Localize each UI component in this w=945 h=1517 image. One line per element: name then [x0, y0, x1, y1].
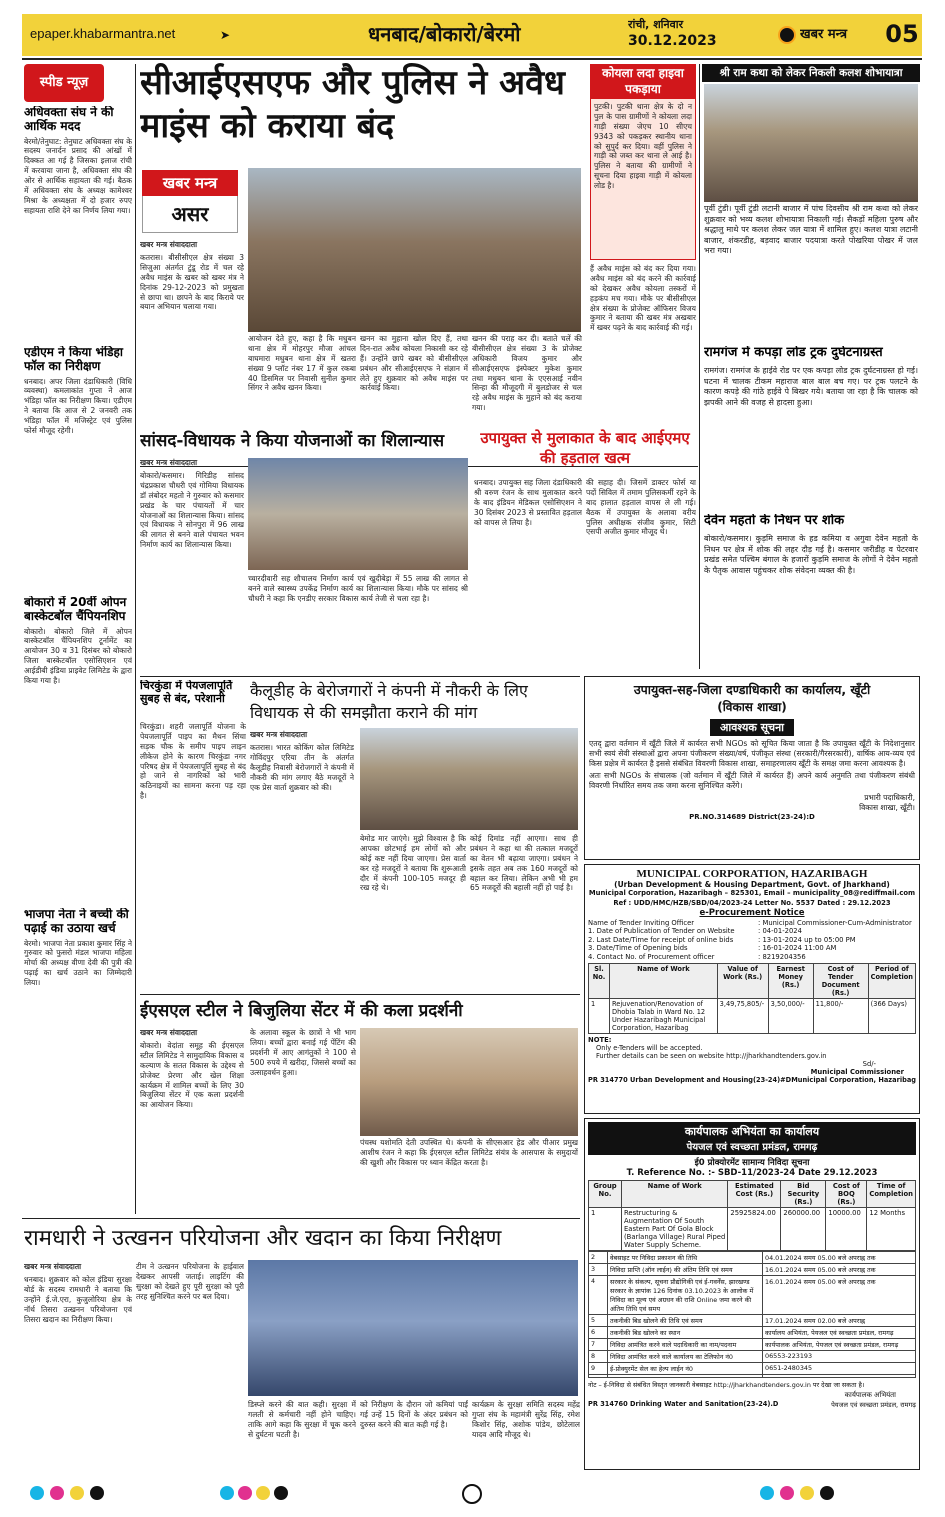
lead-text-2: आयोजन देते हुए, कहा है कि मधुबन थाना क्षेत्र में मोहरपुर मौजा आंचल बाघमारा मधुबन थाना क्षेत्र में खतरा संख्या 9 प्लॉट नंबर 17 में कुल रकबा 40 डिसमिल पर निवासी सुनील कुमार सिंगर ने अवैध खनन किया। [248, 334, 356, 393]
table-cell: 6 [589, 1327, 608, 1339]
ramgarh-sign-title: कार्यपालक अभियंता [844, 1391, 896, 1399]
header-date: 30.12.2023 [628, 33, 717, 49]
side-story-body-2: हैं अवैध माइंस को बंद कर दिया गया। अवैध माइंस को बंद करने की कार्रवाई को देखकर अवैध कोयला तस्करों में हड़कंप मच गया। मौके पर बीसीसीएल क्षेत्र संख्या के प्रोजेक्ट ऑफिसर विजय कुमार ने बताया की खबर मंत्र अखबार में खबर पढ़ने के बाद कार्रवाई की गई। [590, 264, 696, 333]
notice-khunti-signer: प्रभारी पदाधिकारी, [864, 793, 915, 803]
table-cell: (366 Days) [868, 999, 915, 1034]
hmc-note-1: Only e-Tenders will be accepted. [596, 1044, 703, 1053]
lead-tag-word: असर [142, 196, 238, 233]
speed-item-3 [24, 596, 132, 906]
table-header: Sl. No. [589, 964, 610, 999]
hmc-sign: Sd/- [862, 1060, 876, 1069]
table-cell: Rejuvenation/Renovation of Dhobia Talab in Ward No. 12 Under Hazaribagh Municipal Corporation, Hazaribag [610, 999, 718, 1034]
mining-text-4: को निरीक्षण के दौरान जो कमियां पाईं गई उन्हें 15 दिनों के अंदर प्रबंधन को दुरुस्त करने की बात कही गई है। [360, 1400, 468, 1429]
table-cell [608, 1375, 763, 1378]
speed-item-4-title: भाजपा नेता ने बच्ची की पढ़ाई का उठाया खर्च [24, 908, 129, 935]
table-cell: 04.01.2024 समय 05.00 बजे अपराह्न तक [763, 1252, 916, 1264]
ima-text-2: की सहाह दी। जिसमें डाक्टर फोर्स या पदों सिविल में तमाम पुलिसकर्मी रहने के बाद हालात हड़ताल वापस ले ली गई। बैठक में उपायुक्त के अलावा वरीय पुलिस अधीक्षक संजीव कुमार, सिटी एसपी अजीत कुमार मौजूद थे। [586, 478, 696, 537]
ramgarh-note: नोट – ई-निविदा से संबंधित विस्तृत जानकारी वेबसाइट http://jharkhandtenders.gov.in पर देखा जा सकता है। [588, 1381, 865, 1389]
table-cell [763, 1375, 916, 1378]
table-cell: 8 [589, 1351, 608, 1363]
hmc-info-key: 3. Date/Time of Opening bids [588, 944, 688, 953]
reg-dot-icon [256, 1486, 270, 1500]
table-cell: 0651-2480345 [763, 1363, 916, 1375]
table-cell: 2 [589, 1252, 608, 1264]
page-number: 05 [885, 20, 919, 48]
mining-text-2: टीम ने उत्खनन परियोजना के हाईवाल देखकर आपसी जताई। लाइटिंग की सुरक्षा को देखते हुए पूरी सुरक्षा को पूरी तरह सुनिश्चित करने पर बल दिया। [136, 1262, 244, 1301]
notice-khunti-ref: PR.NO.314689 District(23-24):D [689, 813, 815, 822]
ramgarh-subtitle: ई0 प्रोक्योरमेंट सामान्य निविदा सूचना [694, 1158, 810, 1168]
lead-text-3: खनन का मुहाना खोल दिए हैं, तथा दिन-रात अवैध कोयला निकासी कर रहे हैं। उन्होंने छापे खबर को बीसीसीएल प्रबंधन और सीआईएसएफ ने संज्ञान में लेते हुए शुक्रवार को अवैध माइंस पर कार्रवाई किया। [360, 334, 468, 393]
notice-hazaribagh [584, 864, 920, 1114]
table-row [589, 1252, 916, 1264]
table-cell: 16.01.2024 समय 05.00 बजे अपराह्न तक [763, 1264, 916, 1276]
table-cell: 3,49,75,805/- [717, 999, 768, 1034]
table-cell: 1 [589, 999, 610, 1034]
notice-khunti-body: एतद् द्वारा वर्तमान में खूँटी जिले में कार्यरत सभी NGOs को सूचित किया जाता है कि उपायुक्त खूँटी के निदेशानुसार सभी स्वयं सेवी संस्थाओं द्वारा अपना पंजीकरण संख्या/वर्ष, पंजीकृत संस्था (सरकारी/गैरसरकारी), वार्षिक आय-व्यय एवं किस प्रक्षेत्र में कार्यरत है इससे संबंधित विवरणी विकास शाखा, समाहरणालय खूँटी के समक्ष जमा करना आवश्यक है। [589, 739, 915, 769]
ramgarh-tender-table [588, 1180, 916, 1251]
table-cell: 12 Months [867, 1208, 916, 1251]
hmc-info-row [588, 953, 916, 961]
table-row [589, 1208, 916, 1251]
notice-khunti-body-2: अतः सभी NGOs के संचालक (जो वर्तमान में खूँटी जिले में कार्यरत हैं) अपने कार्य अनुमति तथा पंजीकरण संबंधी विवरणी निर्धारित समय तक जमा करना सुनिश्चित करेंगे। [589, 771, 915, 791]
reg-dot-icon [274, 1486, 288, 1500]
brand-logo-icon [778, 26, 796, 44]
chess-byline: खबर मन्त्र संवाददाता [140, 1028, 198, 1037]
table-cell: 25925824.00 [728, 1208, 781, 1251]
accident-headline: रामगंज में कपड़ा लोड ट्रक दुर्घटनाग्रस्त [704, 346, 883, 360]
ima-headline: उपायुक्त से मुलाकात के बाद आईएमए की हड़ताल खत्म [480, 429, 690, 468]
table-cell: 260000.00 [781, 1208, 826, 1251]
table-header: Value of Work (Rs.) [717, 964, 768, 999]
table-row [589, 1264, 916, 1276]
hmc-info-key: Name of Tender Inviting Officer [588, 919, 695, 927]
jobs-byline: खबर मन्त्र संवाददाता [250, 730, 308, 739]
hmc-note-2[interactable]: Further details can be seen on website http://jharkhandtenders.gov.in [596, 1052, 827, 1061]
mining-text-5: कार्यक्रम के सुरक्षा समिति सदस्य महेंद्र गुप्ता संघ के महामंत्री सुरेंद्र सिंह, रमेश किशोर सिंह, अशोक पांडेय, छोटेलाल यादव आदि मौजूद थे। [472, 1400, 580, 1439]
registration-marks-mid [220, 1486, 400, 1502]
hmc-info-key: 2. Last Date/Time for receipt of online bids [588, 935, 734, 944]
table-cell: 11,800/- [813, 999, 868, 1034]
mining-photo [248, 1260, 578, 1396]
obituary-headline: देवेन महतो के निधन पर शोक [704, 514, 845, 528]
reg-dot-icon [90, 1486, 104, 1500]
hmc-sub1: (Urban Development & Housing Department, Govt. of Jharkhand) [614, 880, 890, 889]
table-header: Name of Work [622, 1181, 728, 1208]
notice-ramgarh [584, 1118, 920, 1470]
table-header: Earnest Money (Rs.) [768, 964, 813, 999]
jobs-text-col-1 [250, 730, 354, 990]
accident-body: रामगंज। रामगंज के हाईवे रोड पर एक कपड़ा लोड ट्रक दुर्घटनाग्रस्त हो गई। घटना में चालक टीकम महाराज बाल बाल बच गए। पर ट्रक पलटने के कारण कपड़े की गांठे हाईवे पे बिखर गये। बताया जा रहा है कि चालक को झपकी आने की वजह से हादसा हुआ। [704, 366, 918, 407]
section-title: धनबाद/बोकारो/बेरमो [368, 22, 521, 46]
hmc-info-value: : 13-01-2024 up to 05:00 PM [758, 935, 856, 944]
hmc-info-key: 4. Contact No. of Procurement officer [588, 952, 715, 961]
chess-text-col-1 [140, 1028, 244, 1214]
jobs-text-2: बेमोड मार जाएंगे। मुझे विश्वास है कि आपका छोटभाई हम लोगों को और कोई कष्ट नहीं दिया जाएगा। प्रेस वार्ता कर रहे मजदूरों ने बताया कि शुरूआती दौर में कंपनी 100-105 मजदूर ही रख रहे थे। [360, 834, 466, 893]
bottom-divider [22, 1218, 580, 1219]
hmc-tender-table [588, 963, 916, 1034]
header-divider [22, 58, 922, 60]
reg-dot-icon [220, 1486, 234, 1500]
table-cell: 7 [589, 1339, 608, 1351]
ima-text-1: धनबाद। उपायुक्त सह जिला दंडाधिकारी श्री वरुण रंजन के साथ मुलाकात करने के बाद इंडियन मेडिकल एसोसिएशन ने 30 दिसंबर 2023 से प्रस्तावित हड़ताल को वापस ले लिया है। [474, 478, 582, 527]
table-cell: 16.01.2024 समय 05.00 बजे अपराह्न तक [763, 1276, 916, 1315]
mining-text-1: धनबाद। शुक्रवार को कोल इंडिया सुरक्षा बोर्ड के सदस्य रामधारी ने बताया कि उन्होंने ई.जे.एरा, कुजुलोरिया क्षेत्र के नॉर्थ तिसरा उत्खनन परियोजना एवं तिसरा खदान का निरीक्षण किया। [24, 1275, 132, 1324]
speed-item-4 [24, 908, 132, 1214]
ramgarh-heading: कार्यपालक अभियंता का कार्यालय [684, 1125, 820, 1138]
mining-text-col-1 [24, 1262, 132, 1474]
table-cell: 9 [589, 1363, 608, 1375]
table-header: Name of Work [610, 964, 718, 999]
hmc-info-key: 1. Date of Publication of Tender on Website [588, 927, 735, 936]
ramgarh-pr: PR 314760 Drinking Water and Sanitation(23-24).D [588, 1400, 779, 1408]
registration-marks-left [30, 1486, 160, 1502]
hmc-info-value: : 16-01-2024 11:00 AM [758, 944, 837, 953]
speed-news-badge [24, 64, 104, 102]
notice-khunti-signer-dept: विकास शाखा, खूँटी। [859, 803, 915, 813]
header-website[interactable]: epaper.khabarmantra.net [30, 26, 176, 41]
reg-dot-icon [760, 1486, 774, 1500]
table-header: Time of Completion [867, 1181, 916, 1208]
hmc-title: MUNICIPAL CORPORATION, HAZARIBAGH [636, 868, 868, 880]
hmc-info-value: : Municipal Commissioner-Cum-Administrator [758, 919, 912, 927]
table-cell: ई-प्रोक्युरमेंट सेल का हेल्प लाईन नं0 [608, 1363, 763, 1375]
hmc-sign-title: Municipal Commissioner [810, 1068, 904, 1077]
table-header: Estimated Cost (Rs.) [728, 1181, 781, 1208]
table-cell: वेबसाइट पर निविदा प्रकाशन की तिथि [608, 1252, 763, 1264]
table-header: Cost of Tender Document (Rs.) [813, 964, 868, 999]
cursor-icon: ➤ [220, 28, 231, 42]
chess-photo [360, 1028, 578, 1136]
table-cell: 5 [589, 1315, 608, 1327]
side-story-box [590, 98, 696, 260]
table-row [589, 1339, 916, 1351]
kalash-body: पूर्वी टुंडी। पूर्वी टुंडी लटानी बाजार में पांच दिवसीय श्री राम कथा को लेकर शुक्रवार को भव्य कलश शोभायात्रा निकाली गई। सैकड़ों महिला पुरुष और श्रद्धालु माथे पर कलश लेकर जल यात्रा में शामिल हुए। कलश यात्रा लटानी बाजार, शंकरडीह, बड़वाद बाजार पदयात्रा करते पोखरिया पोखर में जल भरा गया। [704, 204, 918, 256]
speed-item-4-body: बेरमो। भाजपा नेता प्रकाश कुमार सिंह ने गुरुवार को फुसरो मंडल भाजपा महिला मोर्चा की अध्यक्ष वीणा देवी की पुत्री की पढ़ाई का खर्च उठाने का जिम्मेदारी लिया। [24, 938, 132, 988]
hmc-info-row [588, 944, 916, 952]
hmc-sign-org: Municipal Corporation, Hazaribag [791, 1076, 916, 1085]
chess-text-1: बोकारो। वेदांता समूह की ईएसएल स्टील लिमिटेड ने सामुदायिक विकास व कल्याण के सतत विकास के उद्देश्य से प्रोजेक्ट प्रेरणा और खेल शिक्षा कार्यक्रम में शामिल बच्चों के लिए 30 बिजुलिया सेंटर में एक कला प्रदर्शनी का आयोजन किया। [140, 1041, 244, 1110]
water-headline: चिरकुंडा में पेयजलापूर्ति सुबह से बंद, परेशानी [140, 680, 233, 705]
reg-dot-icon [780, 1486, 794, 1500]
jobs-text-3: कोई दिमांड नहीं आएगा। साथ ही प्रबंधन ने कहा था की तत्काल मजदूरों का वेतन भी बढ़ाया जाएगा। प्रबंधन ने इसके तहत अब तक 160 मजदूरों को बहाल कर लिया। लेकिन अभी भी हम 65 मजदूरों की बहाली नहीं हो पाई है। [470, 834, 578, 893]
reg-dot-icon [70, 1486, 84, 1500]
speed-item-3-body: बोकारो। बोकारो जिले में ओपन बास्केटबॉल चैंपियनशिप टूर्नामेंट का आयोजन 30 व 31 दिसंबर को बोकारो जिला बास्केटबॉल एसोसिएशन एवं आईडीबी इंडिया प्राइवेट लिमिटेड के द्वारा किया गया है। [24, 626, 132, 686]
table-cell: 06553-223193 [763, 1351, 916, 1363]
lead-tag [142, 170, 238, 234]
table-cell: 17.01.2024 समय 02.00 बजे अपराह्न [763, 1315, 916, 1327]
table-row [589, 1276, 916, 1315]
speed-item-1-title: अधिवक्ता संघ ने की आर्थिक मदद [24, 106, 114, 133]
mp-text-1: बोकारो/कसमार। गिरिडीह सांसद चंद्रप्रकाश चौधरी एवं गोमिया विधायक डॉ लंबोदर महतो ने गुरुवार को कसमार प्रखंड के चार पंचायतों में चार योजनाओं का शिलान्यास किया। सांसद एवं विधायक ने सोनपुरा में 96 लाख की लागत से बनने वाले पंचायत भवन निर्माण कार्य का शिलान्यास किया। [140, 471, 244, 550]
table-row [589, 1315, 916, 1327]
lead-text-4: खनन की पराह कर दी। बताते चलें की बीसीसीएल क्षेत्र संख्या 3 के प्रोजेक्ट अधिकारी विजय कुमार और सीआईएसएफ इंस्पेक्टर मुकेश कुमार तथा मधुबन थाना के एएसआई नवीन सिन्हा की मौजूदगी में बुलडोजर से चल रहे अवैध माइंस के मुहाने को बंद कराया गया। [472, 334, 582, 413]
speed-item-3-title: बोकारो में 20वीं ओपन बास्केटबॉल चैंपियनशिप [24, 596, 127, 623]
lead-photo-bulldozer [248, 168, 581, 332]
mining-text-3: डिस्प्ले करने की बात कही। सुरक्षा में गलती से कर्मचारी नहीं होने चाहिए। ताकि आगे कहा कि सुरक्षा में चूक करने से दुर्घटना घटती है। [248, 1400, 356, 1439]
chess-headline: ईएसएल स्टील ने बिजुलिया सेंटर में की कला प्रदर्शनी [140, 1001, 463, 1021]
left-column-divider [135, 64, 136, 1214]
mining-headline: रामधारी ने उत्खनन परियोजना और खदान का किया निरीक्षण [24, 1226, 502, 1251]
mid-right-divider [699, 64, 700, 669]
reg-dot-icon [30, 1486, 44, 1500]
table-row [589, 1327, 916, 1339]
table-cell: कार्यालय अभियंता, पेयजल एवं स्वच्छता प्रमंडल, रामगढ़ [763, 1327, 916, 1339]
table-header: Bid Security (Rs.) [781, 1181, 826, 1208]
ramgarh-sign-org: पेयजल एवं स्वच्छता प्रमंडल, रामगढ़ [831, 1401, 916, 1409]
hmc-eproc: e-Procurement Notice [699, 908, 805, 918]
hmc-note-label: NOTE: [588, 1036, 612, 1045]
mining-byline: खबर मन्त्र संवाददाता [24, 1262, 82, 1271]
jobs-headline: कैलूडीह के बेरोजगारों ने कंपनी में नौकरी के लिए विधायक से की समझौता कराने की मांग [250, 681, 528, 722]
table-cell: निविदा आमंत्रित करने वाले कार्यालय का टेलिफोन नं0 [608, 1351, 763, 1363]
table-cell: 4 [589, 1276, 608, 1315]
mp-text-col-1 [140, 458, 244, 674]
mid-divider-2 [140, 994, 580, 995]
table-row [589, 999, 916, 1034]
brand-name: खबर मन्त्र [800, 27, 848, 42]
ramgarh-ref: T. Reference No. :- SBD-11/2023-24 Date 29.12.2023 [626, 1168, 878, 1178]
mp-photo [248, 458, 468, 570]
ramgarh-schedule-table [588, 1251, 916, 1378]
table-row [589, 1375, 916, 1378]
speed-item-2 [24, 346, 132, 592]
side-story-headline: कोयला लदा हाइवा पकड़ाया [590, 64, 696, 98]
hmc-info-value: : 8219204356 [758, 952, 806, 961]
table-cell: निविदा प्राप्ति (ऑन लाईन) की अंतिम तिथि एवं समय [608, 1264, 763, 1276]
lead-tag-brand: खबर मन्त्र [142, 170, 238, 196]
table-header-row [589, 964, 916, 999]
hmc-info-rows [588, 919, 916, 961]
kalash-headline: श्री राम कथा को लेकर निकली कलश शोभायात्रा [702, 64, 920, 82]
water-body: चिरकुंडा। शहरी जलापूर्ति योजना के पेयजलापूर्ति पाइप का मैथन सिंचा सड़क चौक के समीप पाइप लाइन लीकेज होने के कारण चिरकुंडा नगर परिषद क्षेत्र में पेयजलापूर्ति सुबह से बंद हो जाने से नागरिकों को भारी कठिनाइयों का सामना करना पड़ रहा है। [140, 722, 246, 801]
table-cell: सरकार के संकल्प, सूचना प्रौद्योगिकी एवं ई-गवर्नेंस, झारखण्ड सरकार के ज्ञापांक 126 दिनांक 03.10.2023 के आलोक में निविदा का मूल्य एवं अग्रधन की राशि Online जमा करने की अंतिम तिथि एवं समय [608, 1276, 763, 1315]
mp-byline: खबर मन्त्र संवाददाता [140, 458, 198, 467]
chess-text-3: पंचस्थ यशोमति देती उपस्थित थे। कंपनी के सीएसआर हेड और पीआर प्रमुख आशीष रंजन ने कहा कि ईएसएल स्टील लिमिटेड संयंत्र के आसपास के समुदायों की खुशी और विकास पर ध्यान केंद्रित करता है। [360, 1138, 578, 1167]
lead-headline: सीआईएसएफ और पुलिस ने अवैध माइंस को कराया बंद [140, 63, 565, 146]
speed-item-2-title: एडीएम ने किया भंडिहा फॉल का निरीक्षण [24, 346, 124, 373]
reg-dot-icon [50, 1486, 64, 1500]
hmc-info-row [588, 919, 916, 927]
table-cell: Restructuring & Augmentation Of South Eastern Part Of Gola Block (Barlanga Village) Rural Piped Water Supply Scheme. [622, 1208, 728, 1251]
table-row [589, 1363, 916, 1375]
mid-divider-1 [140, 676, 580, 677]
hmc-info-row [588, 936, 916, 944]
table-cell: तकनीकी बिड खोलने की तिथि एवं समय [608, 1315, 763, 1327]
table-cell: 3 [589, 1264, 608, 1276]
lead-byline: खबर मन्त्र संवाददाता [140, 240, 198, 249]
reg-dot-icon [238, 1486, 252, 1500]
table-header-row [589, 1181, 916, 1208]
reg-dot-icon [820, 1486, 834, 1500]
table-cell: 10000.00 [826, 1208, 867, 1251]
speed-news-badge-label: स्पीड न्यूज़ [39, 75, 89, 90]
table-header: Cost of BOQ (Rs.) [826, 1181, 867, 1208]
table-cell: तकनीकी बिड खोलने का स्थान [608, 1327, 763, 1339]
kalash-photo [704, 84, 918, 202]
ramgarh-header-band [588, 1122, 916, 1155]
table-cell: निविदा आमंत्रित करने वाले पदाधिकारी का नाम/पदनाम [608, 1339, 763, 1351]
table-cell: कार्यपालक अभियंता, पेयजल एवं स्वच्छता प्रमंडल, रामगढ़ [763, 1339, 916, 1351]
hmc-pr: PR 314770 Urban Development and Housing(23-24)#D [588, 1076, 792, 1085]
notice-khunti [584, 676, 920, 860]
obituary-body: बोकारो/कसमार। कुड़मि समाज के हड कमिया व अगुवा देवेन महतो के निधन पर क्षेत्र में शोक की लहर दौड़ गई है। कसमार जरीडीह व पेटरवार प्रखंड समेत पश्चिम बंगाल के हजारों कुड़मि समाज के लोगों ने देवेन महतो के पैतृक आवास पहुंचकर शोक संवेदना व्यक्त की है। [704, 534, 918, 575]
hmc-sub2: Municipal Corporation, Hazaribagh – 825301, Email – municipality_08@rediffmail.com [588, 889, 916, 897]
notice-khunti-heading: उपायुक्त-सह-जिला दण्डाधिकारी का कार्यालय, खूँटी [633, 682, 871, 697]
side-story-body: पुटकी। पुटकी थाना क्षेत्र के दो न पुल के पास ग्रामीणों ने कोयला लदा गाड़ी संख्या जेएच 10 सीएच 9343 को पकड़कर स्थानीय थाना को सुपुर्द कर दिया। वहीं पुलिस ने गाड़ी को जब्त कर थाना ले आई है। पुलिस ने बताया की ग्रामीणों ने सूचना दिया हाइवा गाड़ी में कोयला लोड है। [594, 102, 692, 191]
notice-khunti-label: आवश्यक सूचना [710, 719, 794, 736]
speed-item-1-body: बेरमो/तेनुघाट: तेनुघाट अधिवक्ता संघ के सदस्य जनार्दन प्रसाद की आंखों में दिक्कत आ गई है जिसका इलाज रांची में करवाया जाना है, अधिवक्ता संघ की ओर से आर्थिक सहायता की गई। बैठक में अधिवक्ता संघ के अध्यक्ष कामेश्वर मिश्रा के अध्यक्षता में दो हजार रुपए सहायता राशि देने का निर्णय लिया गया। [24, 136, 132, 215]
jobs-text-1: कतरास। भारत कोकिंग कोल लिमिटेड गोविंदपुर एरिया तीन के अंतर्गत कैलूडीह निवासी बेरोजगारों ने कंपनी में नौकरी की मांग लगाए बैठे मजदूरों ने एक प्रेस वार्ता शुक्रवार को की। [250, 743, 354, 792]
jobs-photo [360, 728, 578, 830]
crosshair-icon [462, 1484, 482, 1504]
mp-text-2: च्चारदीवारी सह शौचालय निर्माण कार्य एवं खुदीबेड़ा में 55 लाख की लागत से बनने वाले स्वास्थ्य उपकेंद्र निर्माण कार्य का शिलान्यास किया। मौके पर सांसद श्री चौधरी ने कहा कि एनडीए सरकार विकास कार्य तेजी से चला रहा है। [248, 574, 468, 603]
table-row [589, 1351, 916, 1363]
table-cell: 1 [589, 1208, 622, 1251]
lead-text-1: कतरास। बीसीसीएल क्षेत्र संख्या 3 सिजुआ अंतर्गत टुंडू रोड में चल रहे अवैध माइंस के खबर को खबर मंत्र ने दिनांक 29-12-2023 को प्रमुखता से छापा था। छापने के बाद किराये पर बयान अभियान चलाया गया। [140, 253, 244, 312]
speed-item-1 [24, 106, 132, 342]
hmc-info-row [588, 927, 916, 935]
table-cell [589, 1375, 608, 1378]
hmc-info-value: : 04-01-2024 [758, 927, 802, 936]
mp-headline: सांसद-विधायक ने किया योजनाओं का शिलान्यास [140, 431, 445, 451]
chess-text-2: के अलावा स्कूल के छात्रों ने भी भाग लिया। बच्चों द्वारा बनाई गई पेंटिंग की प्रदर्शनी में आए आगंतुकों ने 100 से 500 रुपये में खरीदा, जिससे बच्चों का उत्साहवर्धन हुआ। [250, 1028, 356, 1077]
ramgarh-subheading: पेयजल एवं स्वच्छता प्रमंडल, रामगढ़ [686, 1142, 818, 1153]
registration-marks-right [760, 1486, 910, 1502]
reg-dot-icon [800, 1486, 814, 1500]
hmc-ref: Ref : UDD/HMC/HZB/SBD/04/2023-24 Letter No. 5537 Dated : 29.12.2023 [613, 899, 891, 907]
speed-item-2-body: धनबाद। अपर जिला दंडाधिकारी (विधि व्यवस्था) कमलाकांत गुप्ता ने आज भंडिहा फॉल का निरीक्षण किया। एडीएम ने बताया कि आज से 2 जनवरी तक भंडिहा फॉल में मजिस्ट्रेट एवं पुलिस फोर्स मौजूद रहेगी। [24, 376, 132, 436]
header-city-day: रांची, शनिवार [628, 18, 684, 31]
notice-khunti-subheading: (विकास शाखा) [717, 700, 787, 714]
table-header: Group No. [589, 1181, 622, 1208]
table-cell: 3,50,000/- [768, 999, 813, 1034]
table-header: Period of Completion [868, 964, 915, 999]
